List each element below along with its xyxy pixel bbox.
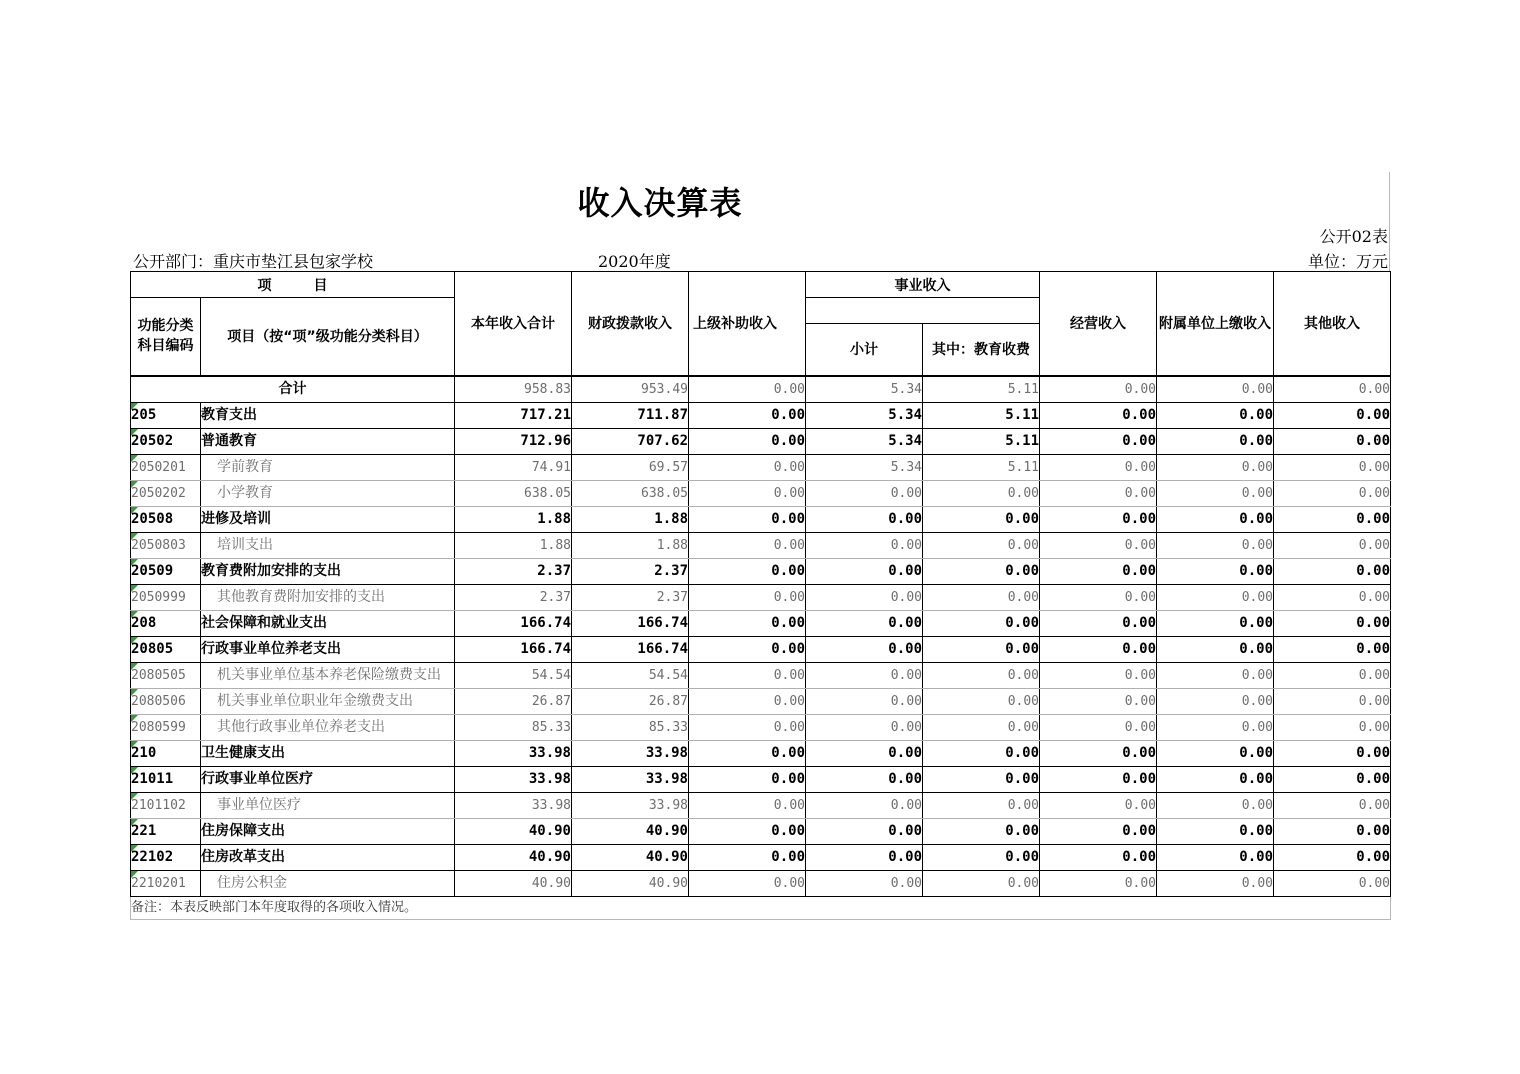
- row-name: 教育费附加安排的支出: [201, 558, 455, 584]
- row-value: 0.00: [689, 428, 806, 454]
- row-value: 0.00: [689, 584, 806, 610]
- row-name: 小学教育: [201, 480, 455, 506]
- income-table: [130, 271, 1391, 920]
- row-value: 5.11: [923, 454, 1040, 480]
- row-code: [131, 636, 201, 662]
- row-value: 0.00: [1274, 402, 1391, 428]
- row-value: 638.05: [455, 480, 572, 506]
- row-code: [131, 480, 201, 506]
- row-value: 0.00: [806, 844, 923, 870]
- row-name: 行政事业单位医疗: [201, 766, 455, 792]
- row-value: 40.90: [572, 870, 689, 896]
- table-row: [131, 428, 1391, 454]
- row-value: 0.00: [806, 636, 923, 662]
- table-row: [131, 402, 1391, 428]
- row-value: 33.98: [455, 792, 572, 818]
- table-row: [131, 532, 1391, 558]
- row-code: [131, 506, 201, 532]
- row-value: 40.90: [455, 818, 572, 844]
- row-code: [131, 454, 201, 480]
- row-code-text: 21011: [131, 770, 174, 787]
- row-value: 0.00: [1274, 532, 1391, 558]
- total-value: 0.00: [689, 376, 806, 403]
- row-value: 0.00: [1274, 714, 1391, 740]
- row-code-text: 20508: [131, 510, 174, 527]
- table-row: [131, 636, 1391, 662]
- row-value: 0.00: [923, 792, 1040, 818]
- row-code: [131, 610, 201, 636]
- row-value: 0.00: [1040, 402, 1157, 428]
- row-code-text: 2050201: [131, 459, 186, 475]
- cell-marker-icon: [131, 845, 138, 852]
- row-value: 2.37: [572, 558, 689, 584]
- row-name: 机关事业单位职业年金缴费支出: [201, 688, 455, 714]
- row-name: 住房公积金: [201, 870, 455, 896]
- row-value: 0.00: [1157, 870, 1274, 896]
- form-number: 公开02表: [1319, 227, 1388, 246]
- total-label: 合计: [131, 376, 455, 403]
- row-code-text: 2050803: [131, 537, 186, 553]
- table-row: [131, 506, 1391, 532]
- row-value: 0.00: [923, 584, 1040, 610]
- row-value: 2.37: [572, 584, 689, 610]
- row-code: [131, 792, 201, 818]
- row-value: 0.00: [689, 662, 806, 688]
- row-value: 0.00: [689, 766, 806, 792]
- row-code-text: 2101102: [131, 797, 186, 813]
- cell-marker-icon: [131, 481, 138, 488]
- row-value: 166.74: [455, 610, 572, 636]
- row-code: [131, 688, 201, 714]
- header-total: 本年收入合计: [455, 272, 572, 376]
- row-code: [131, 844, 201, 870]
- row-value: 0.00: [1274, 818, 1391, 844]
- row-value: 0.00: [689, 688, 806, 714]
- row-value: 0.00: [806, 558, 923, 584]
- row-value: 0.00: [923, 636, 1040, 662]
- row-value: 166.74: [572, 610, 689, 636]
- row-value: 2.37: [455, 584, 572, 610]
- row-value: 0.00: [1274, 584, 1391, 610]
- row-name: 事业单位医疗: [201, 792, 455, 818]
- row-value: 0.00: [1157, 584, 1274, 610]
- row-name: 住房保障支出: [201, 818, 455, 844]
- row-value: 0.00: [1157, 506, 1274, 532]
- row-value: 0.00: [806, 714, 923, 740]
- table-row: [131, 610, 1391, 636]
- row-value: 0.00: [806, 506, 923, 532]
- row-code-text: 2050999: [131, 589, 186, 605]
- row-value: 0.00: [923, 688, 1040, 714]
- table-body: [131, 376, 1391, 897]
- row-value: 1.88: [455, 532, 572, 558]
- row-value: 0.00: [806, 688, 923, 714]
- row-value: 0.00: [1157, 428, 1274, 454]
- row-code: [131, 428, 201, 454]
- row-value: 69.57: [572, 454, 689, 480]
- table-row: [131, 662, 1391, 688]
- row-value: 638.05: [572, 480, 689, 506]
- total-value: 0.00: [1040, 376, 1157, 403]
- row-value: 166.74: [455, 636, 572, 662]
- row-value: 1.88: [572, 506, 689, 532]
- table-row: [131, 870, 1391, 896]
- row-name: 行政事业单位养老支出: [201, 636, 455, 662]
- row-value: 0.00: [1274, 792, 1391, 818]
- row-value: 54.54: [572, 662, 689, 688]
- row-value: 0.00: [806, 480, 923, 506]
- row-value: 0.00: [1040, 636, 1157, 662]
- header-code: 功能分类 科目编码: [131, 298, 201, 376]
- row-value: 0.00: [1274, 506, 1391, 532]
- row-value: 74.91: [455, 454, 572, 480]
- row-value: 0.00: [689, 454, 806, 480]
- row-value: 26.87: [455, 688, 572, 714]
- cell-marker-icon: [131, 611, 138, 618]
- row-code-text: 20502: [131, 432, 174, 449]
- row-value: 0.00: [689, 870, 806, 896]
- row-value: 0.00: [1274, 558, 1391, 584]
- row-code: [131, 584, 201, 610]
- header-business-subtotal: 小计: [806, 324, 923, 376]
- row-code: [131, 714, 201, 740]
- row-value: 0.00: [1157, 558, 1274, 584]
- row-value: 1.88: [455, 506, 572, 532]
- row-value: 0.00: [806, 584, 923, 610]
- row-value: 0.00: [689, 506, 806, 532]
- row-value: 0.00: [923, 558, 1040, 584]
- row-value: 0.00: [1040, 870, 1157, 896]
- row-value: 0.00: [806, 870, 923, 896]
- row-value: 0.00: [1274, 662, 1391, 688]
- table-row: [131, 454, 1391, 480]
- total-value: 5.34: [806, 376, 923, 403]
- row-value: 0.00: [923, 766, 1040, 792]
- row-value: 85.33: [572, 714, 689, 740]
- row-value: 85.33: [455, 714, 572, 740]
- row-name: 进修及培训: [201, 506, 455, 532]
- row-value: 0.00: [1157, 636, 1274, 662]
- row-value: 5.34: [806, 402, 923, 428]
- cell-marker-icon: [131, 559, 138, 566]
- row-value: 0.00: [923, 714, 1040, 740]
- row-value: 0.00: [1274, 428, 1391, 454]
- row-value: 2.37: [455, 558, 572, 584]
- table-note: 备注：本表反映部门本年度取得的各项收入情况。: [131, 896, 1391, 919]
- row-code-text: 20509: [131, 562, 174, 579]
- row-value: 0.00: [1274, 870, 1391, 896]
- row-value: 40.90: [572, 844, 689, 870]
- row-value: 0.00: [1157, 402, 1274, 428]
- row-code-text: 210: [131, 744, 157, 761]
- total-value: 0.00: [1274, 376, 1391, 403]
- row-value: 0.00: [806, 792, 923, 818]
- header-fiscal: 财政拨款收入: [572, 272, 689, 376]
- header-name: 项目（按“项”级功能分类科目）: [201, 298, 455, 376]
- row-value: 5.34: [806, 428, 923, 454]
- unit-label: 单位：万元: [1307, 252, 1388, 271]
- row-value: 5.11: [923, 428, 1040, 454]
- row-value: 5.11: [923, 402, 1040, 428]
- table-row: [131, 714, 1391, 740]
- row-value: 0.00: [1040, 662, 1157, 688]
- row-code-text: 208: [131, 614, 157, 631]
- page-edge-line: [1389, 172, 1390, 272]
- row-value: 0.00: [1040, 610, 1157, 636]
- row-value: 1.88: [572, 532, 689, 558]
- row-value: 40.90: [455, 844, 572, 870]
- row-value: 0.00: [1274, 766, 1391, 792]
- header-affiliated: 附属单位上缴收入: [1157, 272, 1274, 376]
- row-value: 33.98: [455, 766, 572, 792]
- row-value: 0.00: [1157, 792, 1274, 818]
- row-value: 0.00: [1157, 714, 1274, 740]
- report-title: 收入决算表: [577, 184, 743, 222]
- row-value: 0.00: [1157, 844, 1274, 870]
- row-value: 0.00: [689, 792, 806, 818]
- row-value: 0.00: [1274, 480, 1391, 506]
- row-name: 其他教育费附加安排的支出: [201, 584, 455, 610]
- total-value: 5.11: [923, 376, 1040, 403]
- row-value: 0.00: [1040, 558, 1157, 584]
- cell-marker-icon: [131, 767, 138, 774]
- row-code-text: 2050202: [131, 485, 186, 501]
- row-code-text: 22102: [131, 848, 174, 865]
- row-value: 0.00: [689, 610, 806, 636]
- row-value: 0.00: [1040, 818, 1157, 844]
- row-value: 0.00: [1040, 792, 1157, 818]
- row-code: [131, 818, 201, 844]
- row-value: 0.00: [1040, 844, 1157, 870]
- row-value: 0.00: [1157, 480, 1274, 506]
- row-code: [131, 766, 201, 792]
- row-name: 住房改革支出: [201, 844, 455, 870]
- row-value: 0.00: [1274, 740, 1391, 766]
- row-value: 0.00: [806, 766, 923, 792]
- row-value: 0.00: [689, 532, 806, 558]
- row-value: 0.00: [689, 740, 806, 766]
- row-name: 机关事业单位基本养老保险缴费支出: [201, 662, 455, 688]
- total-value: 0.00: [1157, 376, 1274, 403]
- header-operating: 经营收入: [1040, 272, 1157, 376]
- cell-marker-icon: [131, 793, 138, 800]
- row-value: 0.00: [1274, 454, 1391, 480]
- cell-marker-icon: [131, 741, 138, 748]
- row-value: 0.00: [923, 818, 1040, 844]
- row-value: 166.74: [572, 636, 689, 662]
- row-value: 0.00: [1157, 740, 1274, 766]
- cell-marker-icon: [131, 403, 138, 410]
- row-value: 0.00: [923, 506, 1040, 532]
- cell-marker-icon: [131, 637, 138, 644]
- row-value: 0.00: [1040, 688, 1157, 714]
- row-code-text: 20805: [131, 640, 174, 657]
- row-value: 0.00: [689, 558, 806, 584]
- row-value: 0.00: [923, 532, 1040, 558]
- table-row: [131, 818, 1391, 844]
- row-value: 0.00: [1274, 844, 1391, 870]
- row-name: 卫生健康支出: [201, 740, 455, 766]
- cell-marker-icon: [131, 663, 138, 670]
- table-row: [131, 688, 1391, 714]
- row-value: 0.00: [806, 610, 923, 636]
- row-value: 0.00: [806, 818, 923, 844]
- row-value: 0.00: [1040, 454, 1157, 480]
- table-row: [131, 740, 1391, 766]
- row-value: 0.00: [1274, 610, 1391, 636]
- table-row: [131, 558, 1391, 584]
- header-superior: 上级补助收入: [689, 272, 806, 376]
- row-value: 0.00: [1274, 688, 1391, 714]
- row-name: 学前教育: [201, 454, 455, 480]
- row-value: 0.00: [1157, 454, 1274, 480]
- department-label: 公开部门：重庆市垫江县包家学校: [133, 252, 374, 271]
- row-value: 0.00: [923, 844, 1040, 870]
- header-item-group: 项 目: [131, 272, 455, 298]
- cell-marker-icon: [131, 871, 138, 878]
- cell-marker-icon: [131, 507, 138, 514]
- row-value: 0.00: [1157, 818, 1274, 844]
- cell-marker-icon: [131, 455, 138, 462]
- row-name: 教育支出: [201, 402, 455, 428]
- row-value: 0.00: [689, 818, 806, 844]
- row-value: 707.62: [572, 428, 689, 454]
- fiscal-year: 2020年度: [598, 252, 671, 271]
- row-value: 0.00: [1040, 506, 1157, 532]
- header-business: 事业收入: [806, 272, 1040, 298]
- cell-marker-icon: [131, 819, 138, 826]
- row-name: 社会保障和就业支出: [201, 610, 455, 636]
- row-code-text: 221: [131, 822, 157, 839]
- cell-marker-icon: [131, 533, 138, 540]
- row-value: 0.00: [1040, 714, 1157, 740]
- row-code: [131, 532, 201, 558]
- row-code: [131, 870, 201, 896]
- row-value: 40.90: [572, 818, 689, 844]
- row-value: 712.96: [455, 428, 572, 454]
- row-value: 0.00: [1040, 480, 1157, 506]
- row-value: 0.00: [1040, 766, 1157, 792]
- row-value: 0.00: [689, 402, 806, 428]
- row-value: 33.98: [572, 792, 689, 818]
- row-value: 5.34: [806, 454, 923, 480]
- row-code: [131, 662, 201, 688]
- table-row: [131, 480, 1391, 506]
- row-code: [131, 558, 201, 584]
- table-row: [131, 766, 1391, 792]
- row-code-text: 2080506: [131, 693, 186, 709]
- row-value: 0.00: [923, 740, 1040, 766]
- row-code: [131, 402, 201, 428]
- total-row: [131, 376, 1391, 403]
- row-value: 0.00: [923, 610, 1040, 636]
- row-value: 33.98: [572, 740, 689, 766]
- row-value: 0.00: [689, 480, 806, 506]
- row-value: 0.00: [689, 636, 806, 662]
- row-value: 0.00: [1040, 532, 1157, 558]
- table-header: [131, 272, 1391, 376]
- row-value: 40.90: [455, 870, 572, 896]
- row-value: 0.00: [806, 662, 923, 688]
- row-value: 0.00: [806, 740, 923, 766]
- row-value: 33.98: [455, 740, 572, 766]
- cell-marker-icon: [131, 429, 138, 436]
- row-value: 0.00: [923, 480, 1040, 506]
- row-code-text: 2080599: [131, 719, 186, 735]
- cell-marker-icon: [131, 585, 138, 592]
- row-value: 717.21: [455, 402, 572, 428]
- row-code-text: 2080505: [131, 667, 186, 683]
- row-code-text: 205: [131, 406, 157, 423]
- row-value: 0.00: [1040, 584, 1157, 610]
- header-other: 其他收入: [1274, 272, 1391, 376]
- row-value: 54.54: [455, 662, 572, 688]
- row-code-text: 2210201: [131, 875, 186, 891]
- row-value: 0.00: [806, 532, 923, 558]
- row-value: 711.87: [572, 402, 689, 428]
- total-value: 953.49: [572, 376, 689, 403]
- row-value: 0.00: [1157, 766, 1274, 792]
- row-value: 0.00: [689, 714, 806, 740]
- row-value: 33.98: [572, 766, 689, 792]
- row-value: 0.00: [923, 662, 1040, 688]
- total-value: 958.83: [455, 376, 572, 403]
- table-row: [131, 584, 1391, 610]
- row-value: 0.00: [1157, 688, 1274, 714]
- header-business-edu: 其中：教育收费: [923, 324, 1040, 376]
- row-value: 0.00: [1040, 740, 1157, 766]
- row-value: 0.00: [1040, 428, 1157, 454]
- cell-marker-icon: [131, 715, 138, 722]
- row-value: 0.00: [1157, 610, 1274, 636]
- row-name: 普通教育: [201, 428, 455, 454]
- row-value: 0.00: [1274, 636, 1391, 662]
- table-row: [131, 844, 1391, 870]
- row-name: 其他行政事业单位养老支出: [201, 714, 455, 740]
- row-value: 0.00: [689, 844, 806, 870]
- row-value: 0.00: [923, 870, 1040, 896]
- table-row: [131, 792, 1391, 818]
- row-name: 培训支出: [201, 532, 455, 558]
- row-code: [131, 740, 201, 766]
- header-business-spacer: [806, 298, 1040, 324]
- row-value: 0.00: [1157, 662, 1274, 688]
- row-value: 0.00: [1157, 532, 1274, 558]
- row-value: 26.87: [572, 688, 689, 714]
- cell-marker-icon: [131, 689, 138, 696]
